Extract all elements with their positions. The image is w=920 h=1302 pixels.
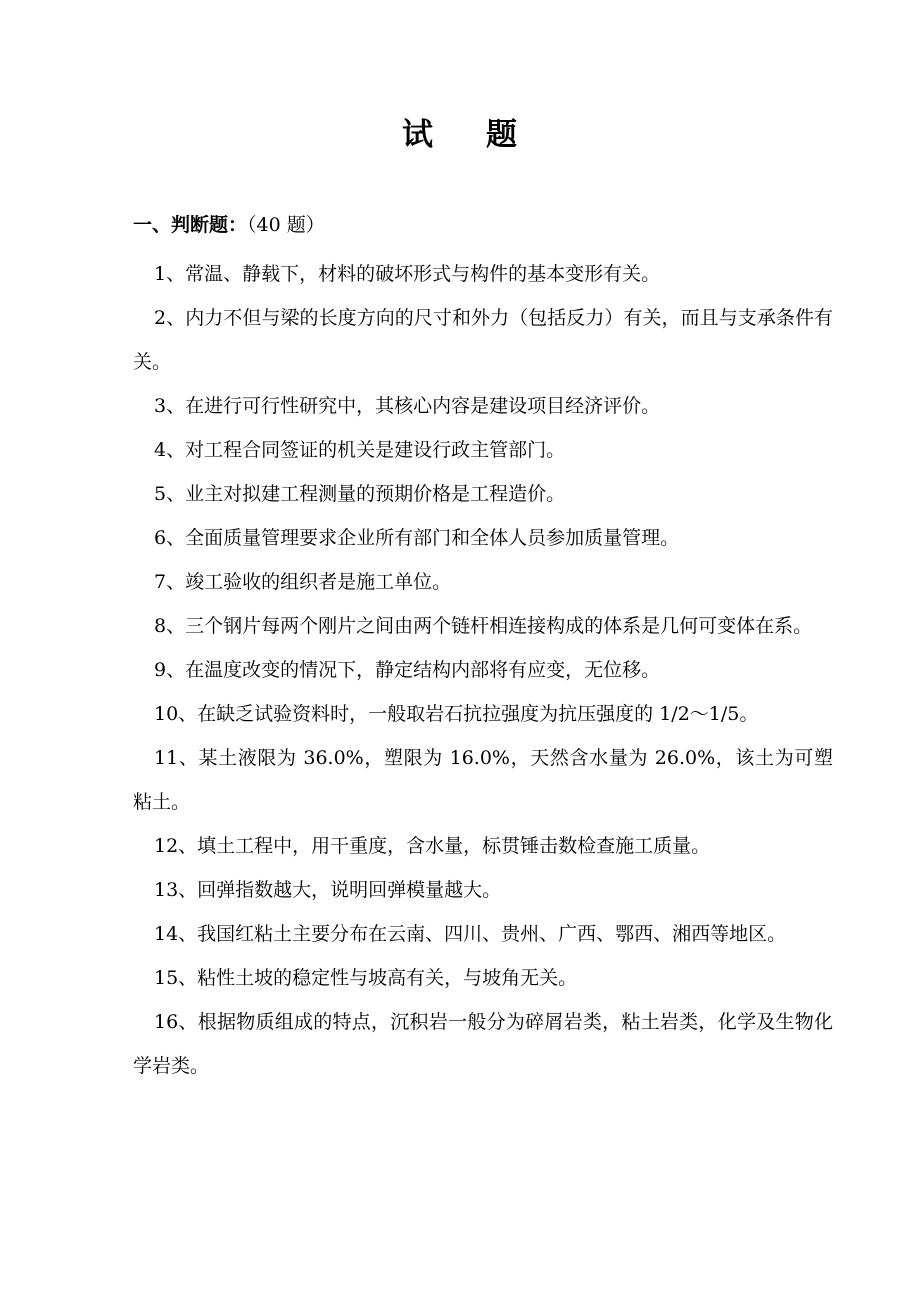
title-char-2: 题	[486, 117, 518, 153]
question-item: 11、某土液限为 36.0%，塑限为 16.0%，天然含水量为 26.0%，该土为可塑粘土。	[133, 747, 833, 813]
title-char-1: 试	[402, 117, 434, 153]
question-item: 5、业主对拟建工程测量的预期价格是工程造价。	[154, 483, 566, 505]
section-count: （40 题）	[247, 214, 325, 236]
question-item: 12、填土工程中，用干重度，含水量，标贯锤击数检查施工质量。	[154, 835, 711, 857]
question-item: 9、在温度改变的情况下，静定结构内部将有应变，无位移。	[154, 659, 661, 681]
question-item: 13、回弹指数越大，说明回弹模量越大。	[154, 879, 502, 901]
question-item: 4、对工程合同签证的机关是建设行政主管部门。	[154, 439, 566, 461]
question-item: 7、竣工验收的组织者是施工单位。	[154, 571, 452, 593]
question-item: 15、粘性土坡的稳定性与坡高有关，与坡角无关。	[154, 967, 578, 989]
page-title	[0, 112, 920, 158]
section-label: 一、判断题：	[133, 214, 248, 236]
question-item: 2、内力不但与梁的长度方向的尺寸和外力（包括反力）有关，而且与支承条件有关。	[133, 307, 833, 373]
question-item: 8、三个钢片每两个刚片之间由两个链杆相连接构成的体系是几何可变体在系。	[154, 615, 813, 637]
question-item: 6、全面质量管理要求企业所有部门和全体人员参加质量管理。	[154, 527, 680, 549]
question-item: 1、常温、静载下，材料的破坏形式与构件的基本变形有关。	[154, 263, 661, 285]
question-item: 16、根据物质组成的特点，沉积岩一般分为碎屑岩类，粘土岩类，化学及生物化学岩类。	[133, 1011, 833, 1077]
question-item: 14、我国红粘土主要分布在云南、四川、贵州、广西、鄂西、湘西等地区。	[154, 923, 787, 945]
question-item: 10、在缺乏试验资料时，一般取岩石抗拉强度为抗压强度的 1/2～1/5。	[154, 703, 759, 725]
section-heading	[133, 210, 325, 240]
question-item: 3、在进行可行性研究中，其核心内容是建设项目经济评价。	[154, 395, 661, 417]
question-list	[133, 252, 833, 1088]
